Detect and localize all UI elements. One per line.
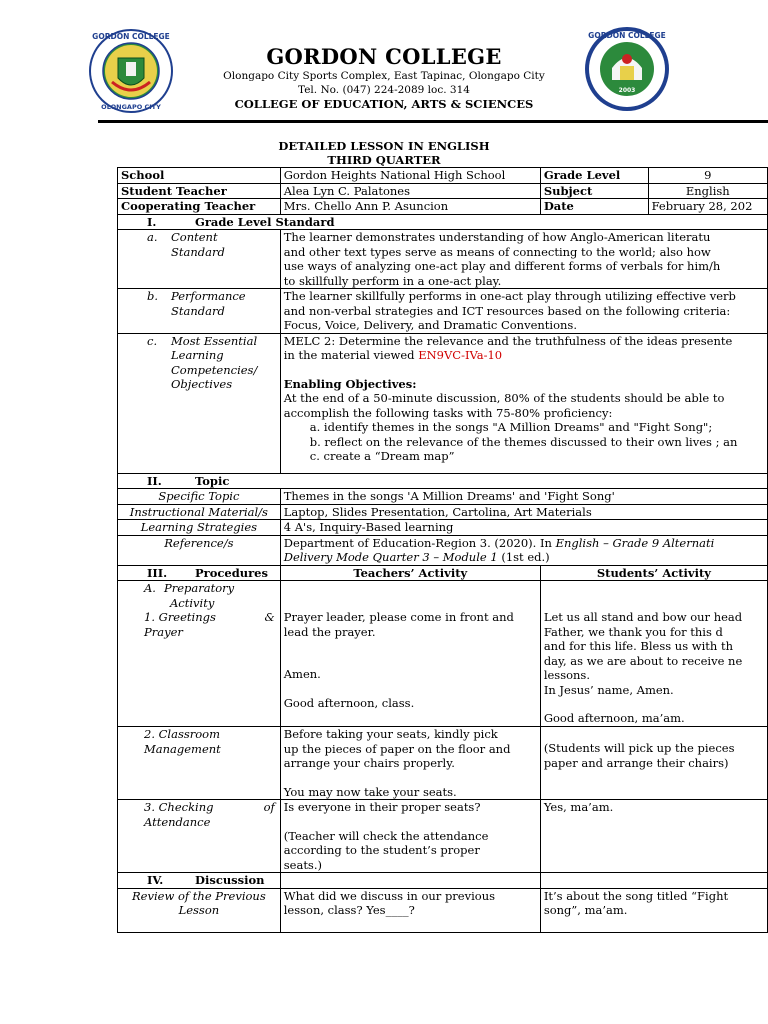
svg-text:GORDON COLLEGE: GORDON COLLEGE (588, 31, 666, 40)
review-row (118, 888, 768, 932)
prayer-line: Let us all stand and bow our head (543, 610, 743, 624)
reference-title-2: Delivery Mode Quarter 3 – Module 1 (283, 550, 498, 564)
grade-level-label: Grade Level (540, 168, 648, 184)
review-student-line: It’s about the song titled “Fight (543, 888, 729, 903)
info-row-school (118, 168, 768, 184)
attendance-label: 3. Checking (144, 800, 214, 814)
content-standard-line: to skillfully perform in a one-act play. (283, 273, 502, 288)
content-standard-row (118, 230, 768, 289)
section-header-grade-level-standard (118, 214, 768, 230)
student-teacher-value: Alea Lyn C. Palatones (280, 183, 540, 199)
subject-value: English (648, 183, 767, 199)
melc-label: Most Essential (171, 333, 258, 348)
subject-label: Subject (540, 183, 648, 199)
materials-row (118, 504, 768, 520)
school-value: Gordon Heights National High School (280, 168, 540, 184)
classroom-management-row (118, 727, 768, 800)
performance-standard-label: Performance (171, 289, 246, 303)
strategies-row (118, 520, 768, 536)
greetings-label: 1. Greetings (144, 610, 216, 624)
item-letter: A. (144, 581, 156, 595)
prayer-line: lessons. (543, 668, 590, 682)
melc-code: EN9VC-IVa-10 (418, 348, 503, 362)
section-number: II. (147, 473, 162, 488)
section-header-discussion (118, 873, 768, 889)
greetings-teacher-line: lead the prayer. (283, 624, 376, 639)
classroom-teacher-line: up the pieces of paper on the floor and (283, 741, 511, 756)
document-title: DETAILED LESSON IN ENGLISH (278, 139, 490, 153)
classroom-management-label: 2. Classroom (144, 727, 221, 741)
classroom-teacher-line: arrange your chairs properly. (283, 756, 455, 770)
attendance-teacher-question: Is everyone in their proper seats? (283, 800, 481, 814)
reference-edition: (1st ed.) (497, 550, 550, 564)
attendance-of: of (263, 800, 275, 814)
attendance-row (118, 800, 768, 873)
date-label: Date (540, 199, 648, 215)
content-standard-label: Content (171, 230, 218, 244)
enabling-line-1: At the end of a 50-minute discussion, 80% of the students should be able to (283, 391, 725, 405)
performance-standard-line: The learner skillfully performs in one-act play through utilizing effective verb (283, 289, 736, 303)
objective-item: a. identify themes in the songs "A Million Dreams" and "Fight Song"; (309, 420, 713, 434)
specific-topic-row (118, 489, 768, 505)
college-name: GORDON COLLEGE (266, 44, 502, 69)
performance-standard-line: Focus, Voice, Delivery, and Dramatic Conventions. (283, 318, 577, 332)
document-subtitle: THIRD QUARTER (327, 153, 441, 167)
cooperating-teacher-value: Mrs. Chello Ann P. Asuncion (280, 199, 540, 215)
department-name: COLLEGE OF EDUCATION, ARTS & SCIENCES (234, 97, 534, 111)
header-divider (98, 120, 768, 123)
enabling-objectives-title: Enabling Objectives: (283, 376, 417, 391)
section-title: Procedures (195, 565, 268, 580)
college-telephone: Tel. No. (047) 224-2089 loc. 314 (298, 84, 470, 96)
performance-standard-row (118, 289, 768, 334)
specific-topic-value: Themes in the songs 'A Million Dreams' and 'Fight Song' (280, 489, 767, 505)
performance-standard-line: and non-verbal strategies and ICT resources based on the following criteria: (283, 303, 731, 318)
attendance-teacher-line: according to the student’s proper (283, 843, 480, 857)
melc-label-3: Competencies/ (171, 362, 258, 377)
prayer-line: Father, we thank you for this d (543, 624, 723, 639)
objective-item: c. create a “Dream map” (309, 449, 455, 463)
review-teacher-line: lesson, class? Yes____? (283, 903, 415, 917)
attendance-student-answer: Yes, ma’am. (540, 800, 767, 873)
specific-topic-label: Specific Topic (118, 489, 281, 505)
attendance-teacher-line: (Teacher will check the attendance (283, 828, 489, 843)
section-title: Grade Level Standard (195, 214, 335, 229)
svg-text:GORDON COLLEGE: GORDON COLLEGE (92, 32, 170, 41)
section-title: Topic (195, 473, 230, 488)
svg-text:2003: 2003 (618, 87, 636, 94)
content-standard-line: use ways of analyzing one-act play and different forms of verbals for him/h (283, 259, 721, 273)
date-value: February 28, 202 (648, 199, 767, 215)
student-good-afternoon: Good afternoon, ma’am. (543, 711, 685, 725)
section-number: IV. (147, 873, 164, 887)
greetings-row (118, 581, 768, 727)
objective-item: b. reflect on the relevance of the themes discussed to their own lives ; an (309, 434, 738, 449)
classroom-teacher-seats: You may now take your seats. (283, 784, 457, 799)
item-letter: b. (147, 289, 159, 303)
prayer-line: and for this life. Bless us with th (543, 639, 734, 653)
materials-value: Laptop, Slides Presentation, Cartolina, Art Materials (280, 504, 767, 520)
reference-text: Department of Education-Region 3. (2020). In (283, 535, 556, 550)
strategies-value: 4 A's, Inquiry-Based learning (280, 520, 767, 536)
attendance-label-2: Attendance (144, 814, 211, 829)
melc-line-1: MELC 2: Determine the relevance and the truthfulness of the ideas presente (283, 333, 733, 348)
info-row-cooperating-teacher (118, 199, 768, 215)
greetings-amp: & (264, 610, 275, 624)
college-of-education-seal-right (584, 26, 670, 112)
classroom-student-line: (Students will pick up the pieces (543, 741, 735, 755)
svg-text:OLONGAPO CITY: OLONGAPO CITY (101, 103, 161, 111)
procedures-header-row (118, 565, 768, 581)
classroom-teacher-line: Before taking your seats, kindly pick (283, 727, 498, 741)
cooperating-teacher-label: Cooperating Teacher (118, 199, 281, 215)
content-standard-line: and other text types serve as means of connecting to the world; also how (283, 244, 711, 259)
melc-row (118, 333, 768, 473)
student-activity-header: Students’ Activity (540, 565, 767, 581)
lesson-plan-table (117, 167, 768, 933)
teacher-activity-header: Teachers’ Activity (280, 565, 540, 581)
greetings-teacher-good-afternoon: Good afternoon, class. (283, 695, 415, 710)
grade-level-value: 9 (648, 168, 767, 184)
item-letter: c. (147, 333, 158, 348)
preparatory-label-2: Activity (170, 595, 215, 610)
info-row-student-teacher (118, 183, 768, 199)
greetings-teacher-line: Prayer leader, please come in front and (283, 610, 514, 624)
classroom-student-line: paper and arrange their chairs) (543, 755, 729, 770)
classroom-management-label-2: Management (144, 741, 221, 756)
materials-label: Instructional Material/s (118, 504, 281, 520)
prayer-line: In Jesus’ name, Amen. (543, 682, 674, 697)
prayer-line: day, as we are about to receive ne (543, 653, 743, 668)
enabling-line-2: accomplish the following tasks with 75-80% proficiency: (283, 405, 613, 420)
document-header (0, 0, 768, 130)
school-label: School (118, 168, 281, 184)
strategies-label: Learning Strategies (118, 520, 281, 536)
section-header-topic (118, 473, 768, 489)
content-standard-label-2: Standard (171, 244, 225, 259)
attendance-teacher-line: seats.) (283, 857, 322, 872)
prayer-label: Prayer (144, 624, 183, 639)
review-student-line: song”, ma’am. (543, 903, 628, 917)
performance-standard-label-2: Standard (171, 303, 225, 318)
review-teacher-line: What did we discuss in our previous (283, 888, 496, 903)
review-label: Review of the Previous (132, 888, 266, 903)
college-address: Olongapo City Sports Complex, East Tapinac, Olongapo City (223, 70, 545, 82)
preparatory-label: Preparatory (164, 581, 235, 595)
reference-row (118, 535, 768, 565)
reference-title: English – Grade 9 Alternati (555, 535, 715, 550)
item-letter: a. (147, 230, 158, 244)
section-number: I. (147, 214, 157, 229)
section-number: III. (147, 565, 168, 580)
reference-label: Reference/s (118, 535, 281, 565)
melc-label-4: Objectives (171, 377, 233, 391)
melc-line-2: in the material viewed (283, 348, 419, 362)
review-label-2: Lesson (178, 903, 220, 917)
greetings-teacher-amen: Amen. (283, 667, 321, 681)
student-teacher-label: Student Teacher (118, 183, 281, 199)
melc-label-2: Learning (171, 348, 224, 362)
section-title: Discussion (195, 873, 265, 887)
content-standard-line: The learner demonstrates understanding of how Anglo-American literatu (283, 230, 711, 244)
